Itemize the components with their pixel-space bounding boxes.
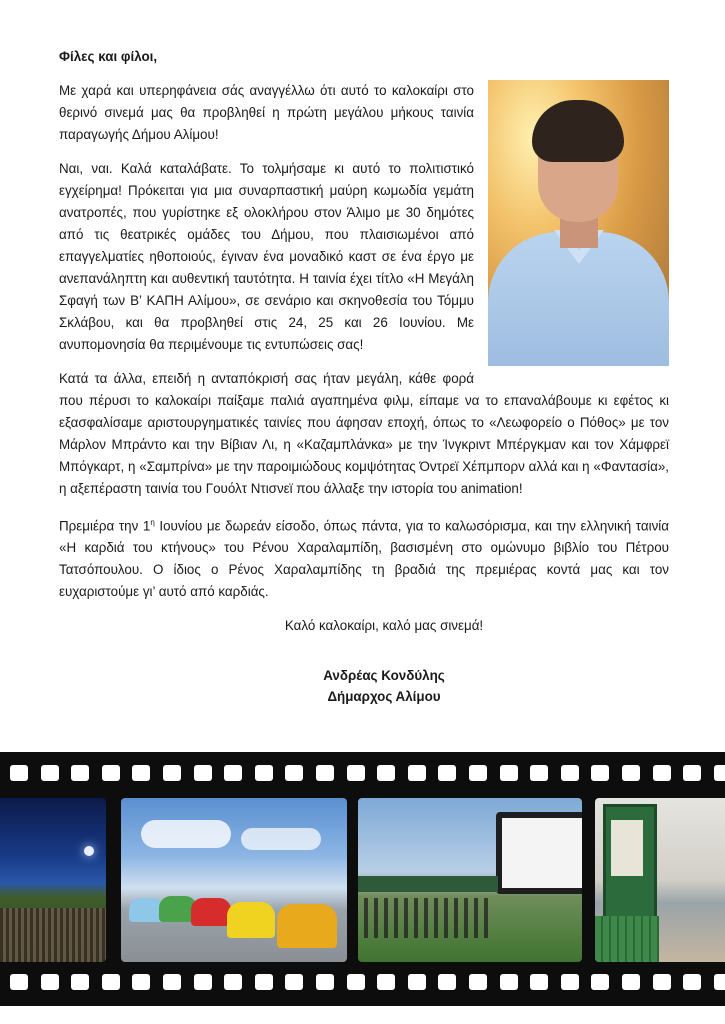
paragraph-4-rest: Ιουνίου με δωρεάν είσοδο, όπως πάντα, για το καλωσόρισμα, και την ελληνική ταινία «Η καρδιά του κτήνους» του Ρένου Χαραλαμπίδη, βασισμένη στο ομώνυμο βιβλίο του Πέτρου Τατσόπουλου. Ο ίδιος ο Ρένος Χαραλαμπίδης τη βραδιά της πρεμιέρας κοντά μας και τον ευχαριστούμε γι’ αυτό από καρδιάς. (59, 518, 669, 600)
signature-title: Δήμαρχος Αλίμου (327, 689, 441, 705)
paragraph-4-start: Πρεμιέρα την 1 (59, 518, 151, 534)
sprocket-hole (163, 974, 181, 990)
sprocket-hole (347, 974, 365, 990)
sprocket-hole (347, 765, 365, 781)
sprocket-hole (377, 974, 395, 990)
closing-line: Καλό καλοκαίρι, καλό μας σινεμά! (284, 618, 484, 634)
vintage-cars-photo (121, 798, 347, 962)
sprocket-hole (316, 974, 334, 990)
mayor-portrait-photo (488, 80, 669, 366)
sprocket-hole (714, 765, 725, 781)
greeting: Φίλες και φίλοι, (59, 49, 158, 64)
sprocket-hole (285, 974, 303, 990)
sprocket-hole (316, 765, 334, 781)
sprocket-hole (500, 765, 518, 781)
sprocket-hole (194, 765, 212, 781)
ordinal-superscript: η (150, 518, 155, 527)
sprocket-hole (469, 974, 487, 990)
open-air-screen-photo (358, 798, 582, 962)
paragraph-4 (59, 512, 669, 603)
sprocket-hole (224, 974, 242, 990)
sprocket-hole (255, 974, 273, 990)
sprocket-hole (10, 974, 28, 990)
sprocket-hole (255, 765, 273, 781)
sprocket-hole (653, 974, 671, 990)
sprocket-hole (377, 765, 395, 781)
sprocket-hole (408, 765, 426, 781)
sprocket-hole (163, 765, 181, 781)
sprocket-holes-top (0, 765, 725, 781)
sprocket-hole (683, 765, 701, 781)
sprocket-hole (438, 765, 456, 781)
sprocket-hole (500, 974, 518, 990)
sprocket-hole (102, 765, 120, 781)
sprocket-hole (102, 974, 120, 990)
sprocket-hole (408, 974, 426, 990)
paragraph-2: Ναι, ναι. Καλά καταλάβατε. Το τολμήσαμε κι αυτό το πολιτιστικό εγχείρημα! Πρόκειται για μια συναρπαστική μαύρη κωμωδία γεμάτη ανατροπές, που γυρίστηκε εξ ολοκλήρου στον Άλιμο με 30 δημότες από τις θεατρικές ομάδες του Δήμου, που πλαισιωμένοι από επαγγελματίες ηθοποιούς, έγιναν ένα μοναδικό καστ σε ένα έργο με ανεπανάληπτη και αυθεντική ταυτότητα. Η ταινία έχει τίτλο «Η Μεγάλη Σφαγή των Β’ ΚΑΠΗ Αλίμου», σε σενάριο και σκηνοθεσία του Τόμμυ Σκλάβου, και θα προβληθεί στις 24, 25 και 26 Ιουνίου. Με ανυπομονησία θα περιμένουμε τις εντυπώσεις σας! (59, 161, 474, 352)
sprocket-hole (622, 765, 640, 781)
signature (59, 665, 669, 707)
sprocket-hole (10, 765, 28, 781)
sprocket-hole (132, 974, 150, 990)
sprocket-hole (530, 765, 548, 781)
sprocket-hole (530, 974, 548, 990)
sprocket-hole (683, 974, 701, 990)
sprocket-hole (622, 974, 640, 990)
portrait-hair (532, 100, 624, 162)
sprocket-hole (41, 974, 59, 990)
paragraph-1: Με χαρά και υπερηφάνεια σάς αναγγέλλω ότι αυτό το καλοκαίρι στο θερινό σινεμά μας θα προβληθεί η πρώτη μεγάλου μήκους ταινία παραγωγής Δήμου Αλίμου! (59, 83, 474, 142)
sprocket-hole (561, 765, 579, 781)
sprocket-hole (714, 974, 725, 990)
sprocket-hole (653, 765, 671, 781)
sprocket-holes-bottom (0, 974, 725, 990)
sprocket-hole (71, 974, 89, 990)
sprocket-hole (438, 974, 456, 990)
sprocket-hole (591, 974, 609, 990)
sprocket-hole (132, 765, 150, 781)
cinema-kiosk-seaside-photo (595, 798, 725, 962)
sprocket-hole (71, 765, 89, 781)
sprocket-hole (591, 765, 609, 781)
sprocket-hole (41, 765, 59, 781)
signature-name: Ανδρέας Κονδύλης (323, 668, 445, 684)
sprocket-hole (561, 974, 579, 990)
paragraph-3: Κατά τα άλλα, επειδή η ανταπόκρισή σας ήταν μεγάλη, κάθε φορά που πέρυσι το καλοκαίρι παίξαμε παλιά αγαπημένα φιλμ, είπαμε να το επαναλάβουμε κι εφέτος κι εξασφαλίσαμε αριστουργηματικές ταινίες που άφησαν εποχή, όπως το «Λεωφορείο ο Πόθος» με τον Μάρλον Μπράντο και την Βίβιαν Λι, η «Καζαμπλάνκα» με την Ίνγκριντ Μπέργκμαν και τον Χάμφρεϊ Μπόγκαρτ, η «Σαμπρίνα» με την παροιμιώδους κομψότητας Όντρεϊ Χέπμπορν αλλά και η «Φαντασία», η αξεπέραστη ταινία του Γουόλτ Ντισνεϊ που άλλαξε την ιστορία του animation! (59, 371, 669, 496)
sprocket-hole (285, 765, 303, 781)
sprocket-hole (194, 974, 212, 990)
letter (59, 46, 669, 707)
film-strip (0, 752, 725, 1006)
sprocket-hole (224, 765, 242, 781)
outdoor-cinema-crowd-photo (0, 798, 106, 962)
sprocket-hole (469, 765, 487, 781)
